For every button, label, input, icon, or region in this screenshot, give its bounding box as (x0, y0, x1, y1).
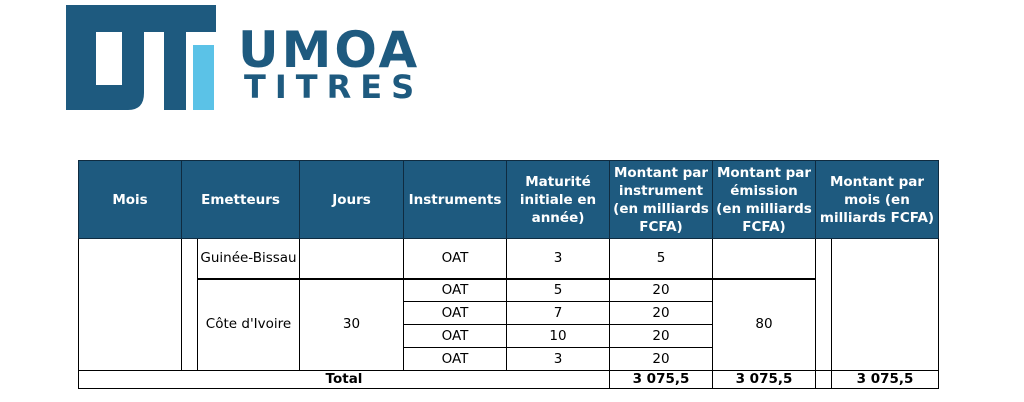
maturite-cell: 3 (507, 239, 610, 279)
header-jours: Jours (300, 161, 404, 239)
total-label: Total (79, 371, 610, 389)
instrument-cell: OAT (404, 302, 507, 325)
maturite-cell: 5 (507, 279, 610, 302)
instrument-cell: OAT (404, 239, 507, 279)
spacer-cell (816, 239, 832, 371)
total-montant-mois: 3 075,5 (832, 371, 939, 389)
montant-instrument-cell: 20 (610, 279, 713, 302)
umoa-titres-logo (66, 5, 436, 110)
emetteur-cell: Guinée-Bissau (198, 239, 300, 279)
header-montant-instrument: Montant par instrument (en milliards FCFA) (610, 161, 713, 239)
brand-name-umoa: UMOA (238, 21, 421, 79)
ut-monogram-icon (66, 5, 226, 110)
header-emetteurs: Emetteurs (182, 161, 300, 239)
table-row (79, 239, 939, 279)
montant-instrument-cell: 20 (610, 325, 713, 348)
total-row (79, 371, 939, 389)
montant-emission-cell: 80 (713, 279, 816, 371)
montant-emission-cell (713, 239, 816, 279)
header-maturite: Maturité initiale en année) (507, 161, 610, 239)
total-montant-emission: 3 075,5 (713, 371, 816, 389)
instrument-cell: OAT (404, 325, 507, 348)
maturite-cell: 7 (507, 302, 610, 325)
mois-cell (79, 239, 182, 371)
instrument-cell: OAT (404, 348, 507, 371)
total-montant-instrument: 3 075,5 (610, 371, 713, 389)
header-montant-mois: Montant par mois (en milliards FCFA) (816, 161, 939, 239)
maturite-cell: 10 (507, 325, 610, 348)
header-instruments: Instruments (404, 161, 507, 239)
montant-instrument-cell: 20 (610, 302, 713, 325)
emetteur-cell: Côte d'Ivoire (198, 279, 300, 371)
instrument-cell: OAT (404, 279, 507, 302)
issuance-table-container (78, 160, 938, 389)
table-row (79, 279, 939, 302)
montant-instrument-cell: 20 (610, 348, 713, 371)
brand-name-titres: TITRES (244, 68, 424, 106)
maturite-cell: 3 (507, 348, 610, 371)
header-montant-emission: Montant par émission (en milliards FCFA) (713, 161, 816, 239)
spacer-cell (816, 371, 832, 389)
table-header-row (79, 161, 939, 239)
issuance-table (78, 160, 939, 389)
jours-cell: 30 (300, 279, 404, 371)
jours-cell (300, 239, 404, 279)
header-mois: Mois (79, 161, 182, 239)
montant-mois-cell (832, 239, 939, 371)
spacer-cell (182, 239, 198, 371)
montant-instrument-cell: 5 (610, 239, 713, 279)
